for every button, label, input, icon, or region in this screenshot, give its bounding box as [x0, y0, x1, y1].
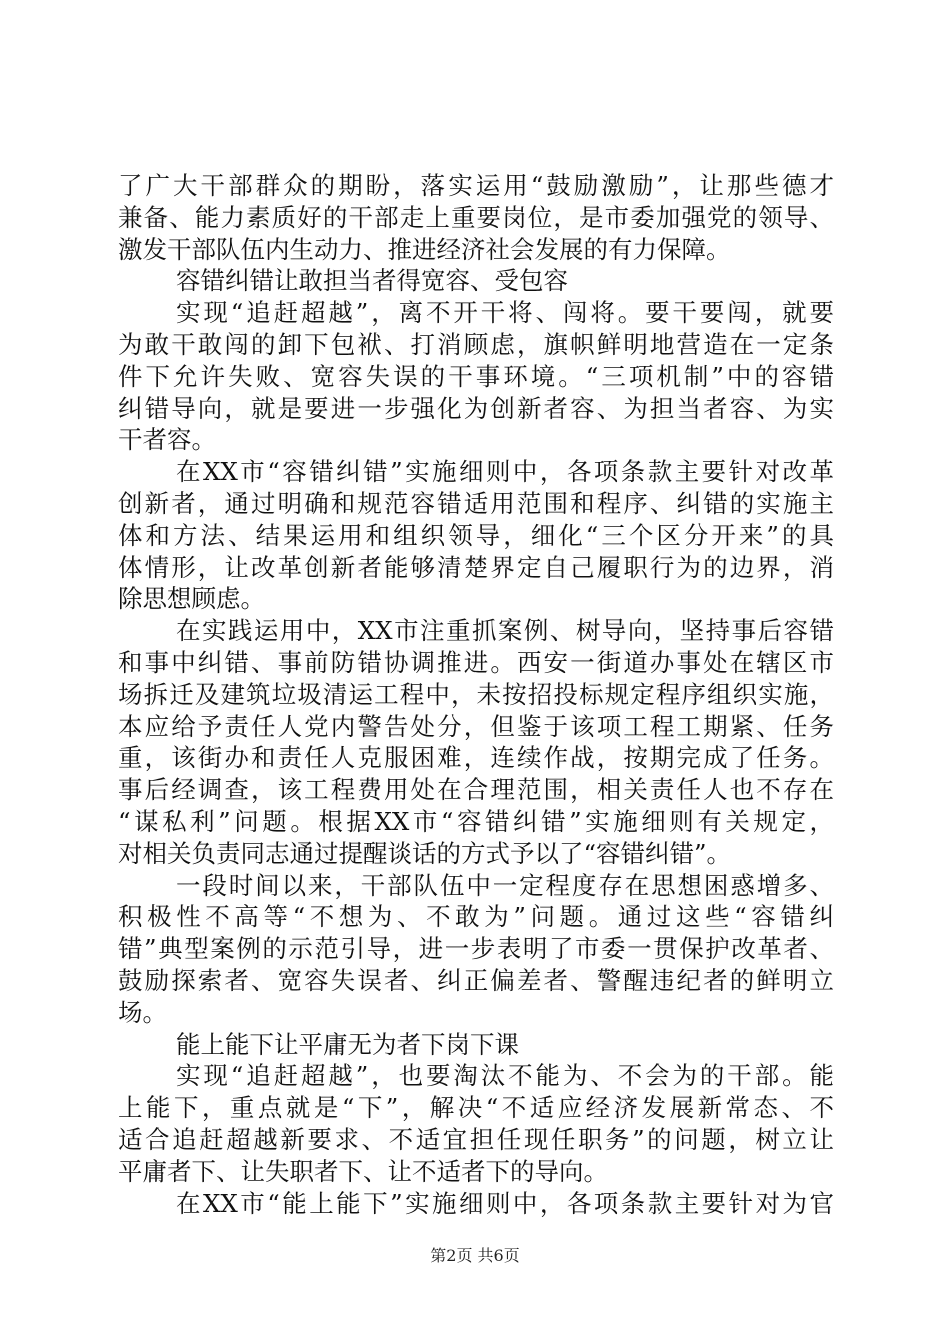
text-line: 重，该街办和责任人克服困难，连续作战，按期完成了任务。 [118, 743, 834, 773]
text-line: 在XX市“容错纠错”实施细则中，各项条款主要针对改革 [176, 457, 834, 487]
text-line: 创新者，通过明确和规范容错适用范围和程序、纠错的实施主 [118, 488, 834, 518]
document-body [118, 170, 834, 1219]
text-line: 纠错导向，就是要进一步强化为创新者容、为担当者容、为实 [118, 393, 834, 423]
section-heading: 能上能下让平庸无为者下岗下课 [176, 1029, 519, 1059]
text-line: 了广大干部群众的期盼，落实运用“鼓励激励”，让那些德才 [118, 171, 834, 200]
text-line: 体和方法、结果运用和组织领导，细化“三个区分开来”的具 [118, 520, 834, 550]
text-line: 兼备、能力素质好的干部走上重要岗位，是市委加强党的领导、 [118, 202, 834, 232]
text-line: 为敢干敢闯的卸下包袱、打消顾虑，旗帜鲜明地营造在一定条 [118, 329, 834, 359]
text-line: 平庸者下、让失职者下、让不适者下的导向。 [118, 1156, 608, 1186]
text-line: 除思想顾虑。 [118, 584, 265, 614]
text-line: “谋私利”问题。根据XX市“容错纠错”实施细则有关规定， [118, 806, 834, 836]
text-line: 在实践运用中，XX市注重抓案例、树导向，坚持事后容错 [176, 616, 834, 646]
text-line: 激发干部队伍内生动力、推进经济社会发展的有力保障。 [118, 234, 731, 264]
text-line: 鼓励探索者、宽容失误者、纠正偏差者、警醒违纪者的鲜明立 [118, 965, 834, 995]
text-line: 适合追赶超越新要求、不适宜担任现任职务”的问题，树立让 [118, 1124, 834, 1154]
text-line: 实现“追赶超越”，也要淘汰不能为、不会为的干部。能 [176, 1061, 834, 1091]
text-line: 场拆迁及建筑垃圾清运工程中，未按招投标规定程序组织实施， [118, 679, 834, 709]
text-line: 本应给予责任人党内警告处分，但鉴于该项工程工期紧、任务 [118, 711, 834, 741]
text-line: 场。 [118, 997, 167, 1027]
text-line: 错”典型案例的示范引导，进一步表明了市委一贯保护改革者、 [118, 934, 834, 964]
text-line: 在XX市“能上能下”实施细则中，各项条款主要针对为官 [176, 1188, 834, 1218]
text-line: 和事中纠错、事前防错协调推进。西安一街道办事处在辖区市 [118, 647, 834, 677]
page-footer: 第2页 共6页 [430, 1246, 520, 1265]
text-line: 事后经调查，该工程费用处在合理范围，相关责任人也不存在 [118, 775, 834, 805]
text-line: 件下允许失败、宽容失误的干事环境。“三项机制”中的容错 [118, 361, 834, 391]
text-line: 体情形，让改革创新者能够清楚界定自己履职行为的边界，消 [118, 552, 834, 582]
text-line: 一段时间以来，干部队伍中一定程度存在思想困惑增多、 [176, 870, 834, 900]
section-heading: 容错纠错让敢担当者得宽容、受包容 [176, 266, 568, 296]
text-line: 上能下，重点就是“下”，解决“不适应经济发展新常态、不 [118, 1093, 834, 1123]
text-line: 实现“追赶超越”，离不开干将、闯将。要干要闯，就要 [176, 298, 834, 328]
text-line: 积极性不高等“不想为、不敢为”问题。通过这些“容错纠 [118, 902, 834, 932]
text-line: 干者容。 [118, 425, 216, 455]
text-line: 对相关负责同志通过提醒谈话的方式予以了“容错纠错”。 [118, 838, 732, 868]
